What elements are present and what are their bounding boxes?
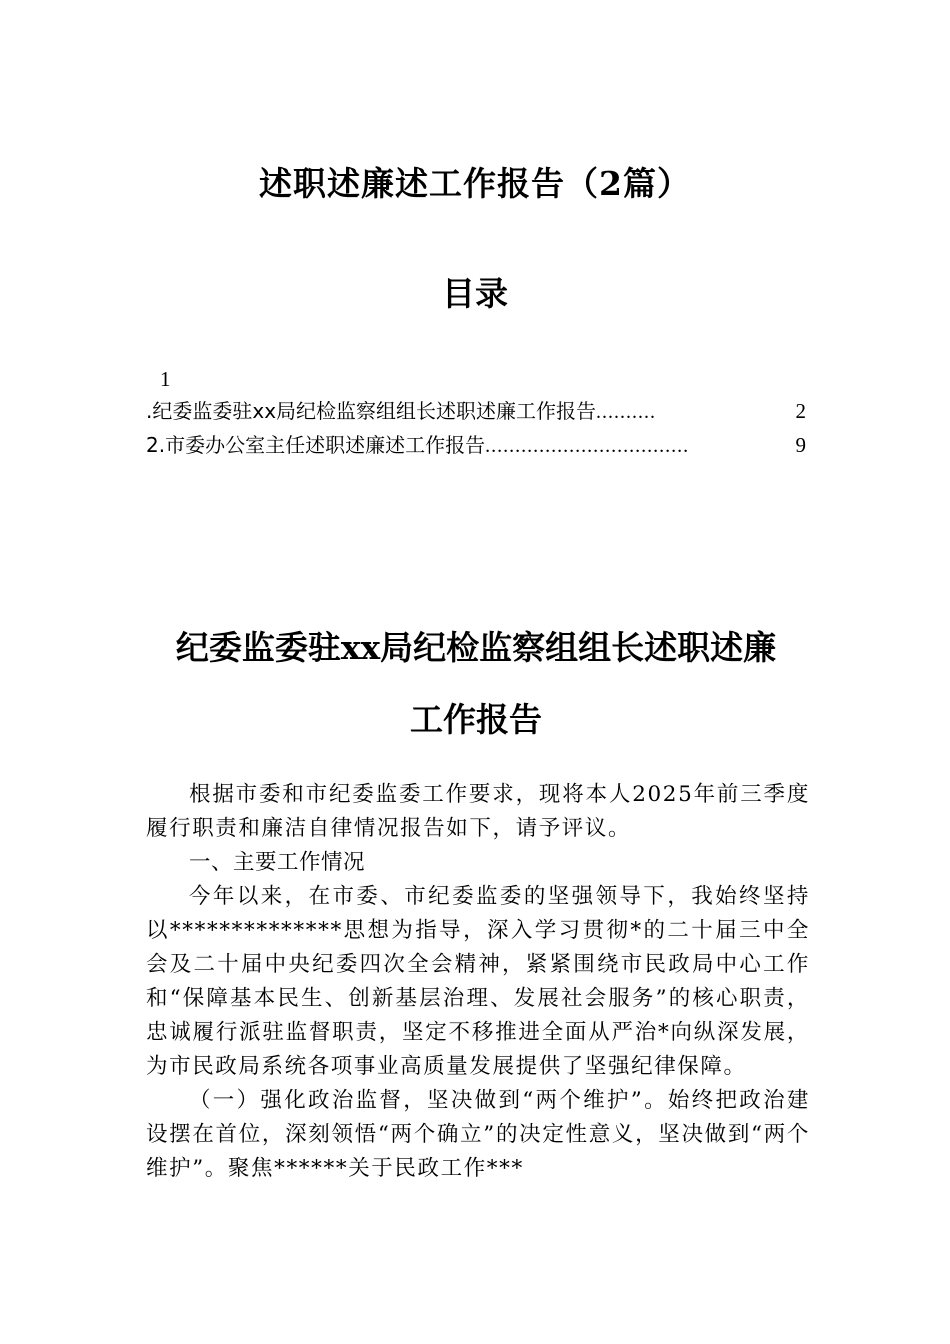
toc-entry-1[interactable] [146, 394, 806, 428]
body-paragraph: （一）强化政治监督，坚决做到“两个维护”。始终把政治建设摆在首位，深刻领悟“两个确立”的决定性意义，坚决做到“两个维护”。聚焦******关于民政工作*** [146, 1088, 810, 1181]
toc-heading: 目录 [442, 274, 508, 313]
toc-entry-label: .纪委监委驻xx局纪检监察组组长述职述廉工作报告 [146, 399, 597, 423]
document-title: 述职述廉述工作报告（2篇） [259, 164, 691, 203]
toc-page-number: 2 [795, 399, 806, 423]
article-title [146, 612, 806, 756]
toc-leader-dots: .................................. [485, 435, 690, 457]
toc-entry-number: 1 [160, 367, 171, 391]
article-title-line-2: 工作报告 [410, 700, 542, 739]
article-title-line-1: 纪委监委驻xx局纪检监察组组长述职述廉 [175, 628, 777, 667]
table-of-contents [146, 364, 806, 462]
toc-leader-dots: .......... [596, 401, 657, 423]
body-paragraph: 根据市委和市纪委监委工作要求，现将本人2025年前三季度履行职责和廉洁自律情况报告如下，请予评议。 [146, 782, 810, 841]
toc-entry-2[interactable] [146, 428, 806, 462]
section-heading: 一、主要工作情况 [189, 850, 366, 875]
article-body [146, 778, 810, 1186]
toc-entry-label: 2.市委办公室主任述职述廉述工作报告 [146, 433, 486, 457]
toc-page-number: 9 [795, 433, 806, 457]
body-paragraph: 今年以来，在市委、市纪委监委的坚强领导下，我始终坚持以**************思想为指导，深入学习贯彻*的二十届三中全会及二十届中央纪委四次全会精神，紧紧围绕市民政局中心工作和“保障基本民生、创新基层治理、发展社会服务”的核心职责，忠诚履行派驻监督职责，坚定不移推进全面从严治*向纵深发展，为市民政局系统各项事业高质量发展提供了坚强纪律保障。 [146, 884, 810, 1079]
